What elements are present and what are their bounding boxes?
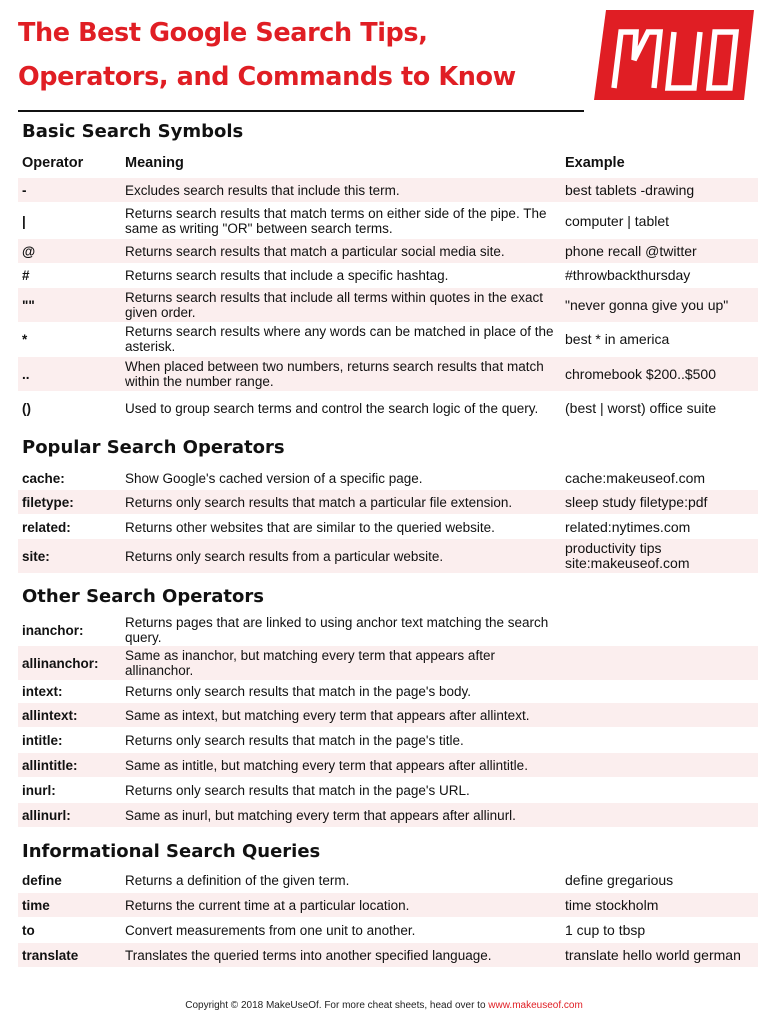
- meaning-cell: Returns search results where any words can be matched in place of the asterisk.: [125, 324, 554, 354]
- example-cell: 1 cup to tbsp: [565, 921, 646, 938]
- table-row: [18, 204, 758, 238]
- operator-cell: translate: [22, 947, 79, 963]
- table-row: [18, 239, 758, 263]
- footer: [0, 1000, 768, 1011]
- table-row: [18, 868, 758, 892]
- table-row: [18, 515, 758, 539]
- table-row: [18, 703, 758, 727]
- operator-cell: intext:: [22, 683, 63, 699]
- example-cell: [565, 728, 755, 752]
- operator-cell: allintitle:: [22, 757, 78, 773]
- meaning-cell: Same as inanchor, but matching every term that appears after allinanchor.: [125, 648, 495, 678]
- meaning-cell: Show Google's cached version of a specific page.: [125, 470, 423, 486]
- meaning-cell: Returns only search results that match a particular file extension.: [125, 494, 513, 510]
- meaning-cell: Returns the current time at a particular location.: [125, 897, 410, 913]
- example-cell: [565, 778, 755, 802]
- example-cell: productivity tips site:makeuseof.com: [565, 540, 690, 571]
- operator-cell: "": [22, 297, 35, 313]
- example-cell: related:nytimes.com: [565, 518, 691, 535]
- meaning-cell: Returns search results that include all terms within quotes in the exact given order.: [125, 290, 543, 320]
- example-cell: [565, 646, 755, 680]
- example-cell: [565, 803, 755, 827]
- table-row: [18, 322, 758, 356]
- example-cell: [565, 753, 755, 777]
- table-row: [18, 728, 758, 752]
- column-header-operator: Operator: [22, 155, 84, 171]
- operator-cell: site:: [22, 548, 50, 564]
- page-title-line-1: The Best Google Search Tips,: [18, 18, 428, 48]
- table-row: [18, 263, 758, 287]
- meaning-cell: Returns only search results that match in the page's URL.: [125, 782, 470, 798]
- section-title-other: Other Search Operators: [22, 586, 264, 607]
- operator-cell: (): [22, 400, 31, 416]
- example-cell: translate hello world german: [565, 946, 741, 963]
- meaning-cell: Returns search results that match terms on either side of the pipe. The same as writing "OR" between search terms.: [125, 206, 547, 236]
- meaning-cell: Returns search results that include a specific hashtag.: [125, 267, 449, 283]
- table-row: [18, 918, 758, 942]
- operator-cell: allinanchor:: [22, 655, 99, 671]
- operator-cell: define: [22, 872, 62, 888]
- section-title-basic: Basic Search Symbols: [22, 121, 244, 142]
- meaning-cell: Returns only search results that match in the page's body.: [125, 683, 472, 699]
- example-cell: "never gonna give you up": [565, 296, 729, 313]
- meaning-cell: Returns pages that are linked to using anchor text matching the search query.: [125, 615, 549, 645]
- table-row: [18, 778, 758, 802]
- meaning-cell: Excludes search results that include this term.: [125, 182, 400, 198]
- example-cell: define gregarious: [565, 871, 674, 888]
- table-row: [18, 357, 758, 391]
- table-row: [18, 288, 758, 322]
- table-row: [18, 178, 758, 202]
- meaning-cell: Same as intitle, but matching every term that appears after allintitle.: [125, 757, 528, 773]
- example-cell: [565, 679, 755, 703]
- table-row: [18, 539, 758, 573]
- example-cell: phone recall @twitter: [565, 242, 697, 259]
- meaning-cell: Translates the queried terms into another specified language.: [125, 947, 492, 963]
- footer-link[interactable]: www.makeuseof.com: [488, 1000, 583, 1011]
- section-title-popular: Popular Search Operators: [22, 437, 285, 458]
- operator-cell: allintext:: [22, 707, 78, 723]
- example-cell: (best | worst) office suite: [565, 399, 717, 416]
- example-cell: [565, 613, 755, 647]
- meaning-cell: When placed between two numbers, returns search results that match within the number range.: [125, 359, 544, 389]
- table-row: [18, 753, 758, 777]
- meaning-cell: Same as inurl, but matching every term that appears after allinurl.: [125, 807, 516, 823]
- example-cell: [565, 703, 755, 727]
- meaning-cell: Returns only search results from a particular website.: [125, 548, 444, 564]
- example-cell: best tablets -drawing: [565, 181, 695, 198]
- operator-cell: filetype:: [22, 494, 74, 510]
- meaning-cell: Same as intext, but matching every term that appears after allintext.: [125, 707, 530, 723]
- table-row: [18, 893, 758, 917]
- example-cell: best * in america: [565, 330, 670, 347]
- column-header-example: Example: [565, 155, 625, 171]
- operator-cell: |: [22, 213, 26, 229]
- operator-cell: inanchor:: [22, 622, 84, 638]
- table-row: [18, 613, 758, 647]
- operator-cell: time: [22, 897, 50, 913]
- meaning-cell: Returns search results that match a particular social media site.: [125, 243, 505, 259]
- meaning-cell: Convert measurements from one unit to another.: [125, 922, 416, 938]
- operator-cell: -: [22, 182, 27, 198]
- table-row: [18, 391, 758, 425]
- operator-cell: *: [22, 331, 28, 347]
- operator-cell: inurl:: [22, 782, 56, 798]
- example-cell: #throwbackthursday: [565, 266, 691, 283]
- example-cell: time stockholm: [565, 896, 659, 913]
- table-row: [18, 803, 758, 827]
- section-title-informational: Informational Search Queries: [22, 841, 321, 862]
- meaning-cell: Returns a definition of the given term.: [125, 872, 350, 888]
- operator-cell: @: [22, 243, 36, 259]
- muo-logo: [588, 6, 756, 104]
- table-row: [18, 490, 758, 514]
- example-cell: cache:makeuseof.com: [565, 469, 706, 486]
- table-row: [18, 943, 758, 967]
- operator-cell: related:: [22, 519, 71, 535]
- operator-cell: to: [22, 922, 35, 938]
- operator-cell: allinurl:: [22, 807, 71, 823]
- example-cell: computer | tablet: [565, 212, 670, 229]
- page-title-line-2: Operators, and Commands to Know: [18, 62, 516, 92]
- example-cell: sleep study filetype:pdf: [565, 493, 708, 510]
- operator-cell: ..: [22, 366, 30, 382]
- table-row: [18, 646, 758, 680]
- meaning-cell: Used to group search terms and control the search logic of the query.: [125, 400, 539, 416]
- footer-copyright: Copyright © 2018 MakeUseOf. For more cheat sheets, head over to: [185, 1000, 489, 1011]
- operator-cell: intitle:: [22, 732, 63, 748]
- title-divider: [18, 110, 584, 112]
- operator-cell: cache:: [22, 470, 65, 486]
- operator-cell: #: [22, 267, 30, 283]
- meaning-cell: Returns only search results that match in the page's title.: [125, 732, 464, 748]
- table-row: [18, 679, 758, 703]
- column-header-meaning: Meaning: [125, 155, 184, 171]
- meaning-cell: Returns other websites that are similar to the queried website.: [125, 519, 495, 535]
- table-row: [18, 466, 758, 490]
- example-cell: chromebook $200..$500: [565, 365, 716, 382]
